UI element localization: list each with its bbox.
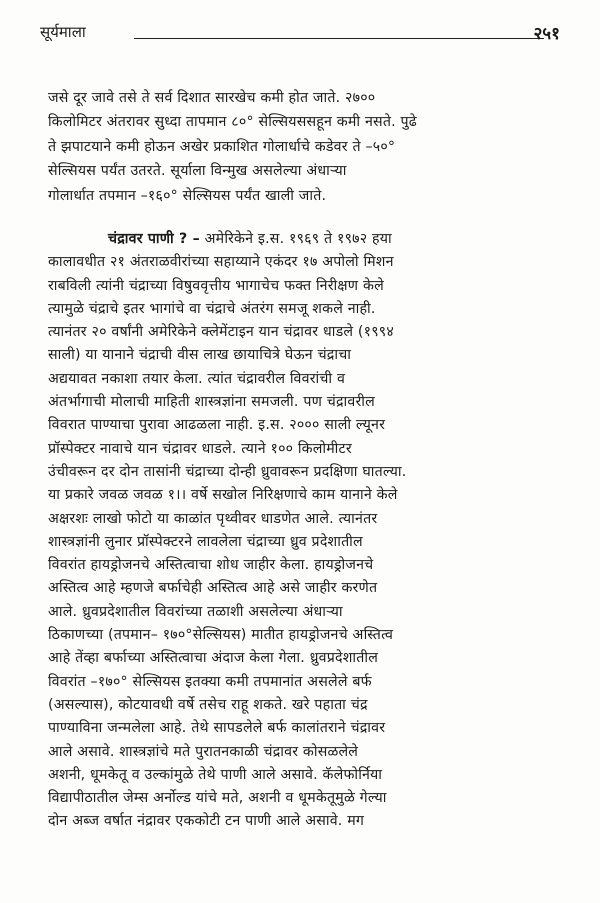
text-line: राबविली त्यांनी चंद्राच्या विषुववृत्तीय भागाचेच फक्त निरीक्षण केले: [48, 277, 384, 294]
text-line: सेल्सियस पर्यंत उतरते. सूर्याला विन्मुख असलेल्या अंधाऱ्या: [48, 163, 347, 180]
text-line: आले. ध्रुवप्रदेशातील विवरांच्या तळाशी असलेल्या अंधाऱ्या: [48, 603, 343, 620]
text-line: कालावधीत २१ अंतराळवीरांच्या सहाय्याने एकंदर १७ अपोलो मिशन: [48, 254, 394, 271]
text-line: विद्यापीठातील जेम्स अर्नोल्ड यांचे मते, अशनी व धूमकेतूमुळे गेल्या: [48, 790, 387, 807]
text-line: अंतर्भागाची मोलाची माहिती शास्त्रज्ञांना समजली. पण चंद्रावरील: [48, 394, 375, 411]
text-line: विवरात पाण्याचा पुरावा आढळला नाही. इ.स. २००० साली ल्यूनर: [48, 417, 386, 434]
text-line: किलोमिटर अंतरावर सुध्दा तापमान ८०° सेल्सियससहून कमी नसते. पुढे: [48, 114, 417, 131]
text-line: त्यानंतर २० वर्षांनी अमेरिकेने क्लेमेंटाइन यान चंद्रावर धाडले (१९९४: [48, 324, 394, 341]
text-line: (असल्यास), कोटयावधी वर्षे तसेच राहू शकते. खरे पहाता चंद्र: [48, 696, 368, 713]
page-number: २५१: [533, 24, 560, 44]
text-line: दोन अब्ज वर्षात नंद्रावर एककोटी टन पाणी आले असावे. मग: [48, 813, 365, 830]
header-rule: [134, 38, 544, 39]
text-line: शास्त्रज्ञांनी लुनार प्रॉस्पेक्टरने लावलेला चंद्राच्या ध्रुव प्रदेशातील: [48, 533, 363, 550]
text-line: ते झपाटयाने कमी होऊन अखेर प्रकाशित गोलार्धाचे कडेवर ते –५०°: [48, 138, 396, 155]
text-line: [48, 857, 560, 880]
text-line: आले असावे. शास्त्रज्ञांचे मते पुरातनकाळी चंद्रावर कोसळलेले: [48, 743, 359, 760]
text-line: अशनी, धूमकेतू व उल्कांमुळे तेथे पाणी आले असावे. कॅलेफोर्निया: [48, 766, 383, 783]
text-line: ठिकाणच्या (तपमान– १७०°सेल्सियस) मातीत हायड्रोजनचे अस्तित्व: [48, 627, 394, 644]
text-line: अद्ययावत नकाशा तयार केला. त्यांत चंद्रावरील विवरांची व: [48, 370, 346, 387]
running-head: [40, 22, 560, 52]
book-title: सूर्यमाला: [40, 23, 86, 41]
text-line: जसे दूर जावे तसे ते सर्व दिशात सारखेच कमी होत जाते. २७००: [48, 90, 376, 106]
text-line: त्यामुळे चंद्राचे इतर भागांचे वा चंद्राचे अंतरंग समजू शकले नाही.: [48, 300, 376, 317]
text-line: विवरांत –१७०° सेल्सियस इतक्या कमी तपमानांत असलेले बर्फ: [48, 673, 372, 690]
paragraph-water-on-moon: [48, 228, 560, 880]
text-line: साली) या यानाने चंद्राची वीस लाख छायाचित्रे घेऊन चंद्राचा: [48, 347, 352, 364]
text-line: विवरांत हायड्रोजनचे अस्तित्वाचा शोध जाहीर केला. हायड्रोजनचे: [48, 557, 374, 574]
text-line: अक्षरशः लाखो फोटो या काळांत पृथ्वीवर धाडणेत आले. त्यानंतर: [48, 510, 378, 527]
text-line: गोलार्धात तपमान –१६०° सेल्सियस पर्यंत खाली जाते.: [48, 187, 327, 204]
text-line: पाण्याविना जन्मलेला आहे. तेथे सापडलेले बर्फ कालांतराने चंद्रावर: [48, 720, 386, 737]
text-line: उंचीवरून दर दोन तासांनी चंद्राच्या दोन्ही ध्रुवावरून प्रदक्षिणा घातल्या.: [48, 463, 407, 480]
text-line: [48, 834, 560, 857]
text-line: प्रॉस्पेक्टर नावाचे यान चंद्रावर धाडले. त्याने १०० किलोमीटर: [48, 440, 352, 457]
text-line-rest: अमेरिकेने इ.स. १९६९ ते १९७२ हया: [199, 231, 392, 247]
paragraph-temperature: [48, 86, 560, 208]
section-lead-in: चंद्रावर पाणी ? –: [108, 231, 200, 247]
text-line: या प्रकारे जवळ जवळ १।। वर्षे सखोल निरिक्षणाचे काम यानाने केले: [48, 487, 398, 504]
text-line: अस्तित्व आहे म्हणजे बर्फाचेही अस्तित्व आहे असे जाहीर करणेत: [48, 580, 378, 597]
text-line: [48, 228, 560, 251]
text-line: आहे तेंव्हा बर्फाच्या अस्तित्वाचा अंदाज केला गेला. ध्रुवप्रदेशातील: [48, 650, 379, 667]
